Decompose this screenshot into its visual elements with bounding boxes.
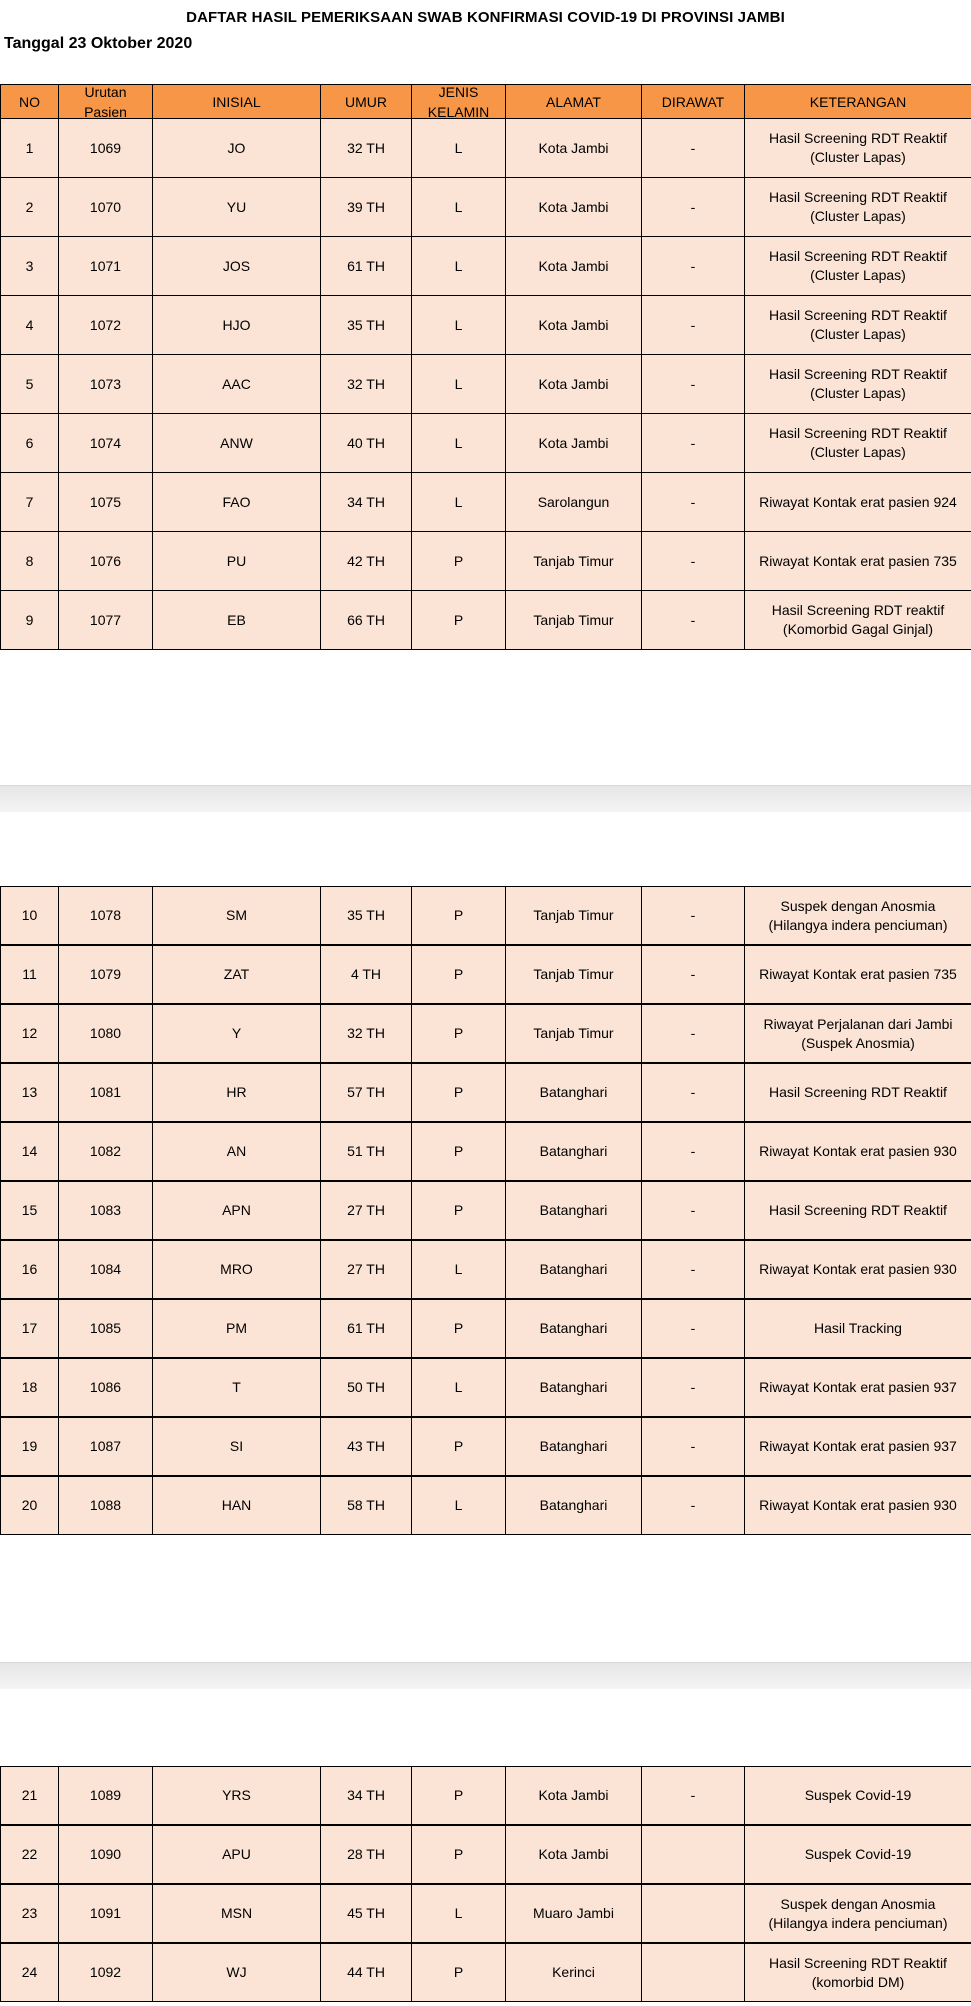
col-umur: 34 TH (321, 1766, 412, 1825)
col-keterangan: Suspek dengan Anosmia (Hilangya indera penciuman) (745, 1884, 971, 1943)
col-dirawat: - (642, 1299, 745, 1358)
col-urutan: 1072 (59, 296, 153, 355)
col-keterangan: Suspek dengan Anosmia (Hilangya indera penciuman) (745, 886, 971, 945)
col-no: 6 (1, 414, 59, 473)
col-no: 24 (1, 1943, 59, 2002)
col-jenis-kelamin: L (412, 119, 506, 178)
col-keterangan: Riwayat Kontak erat pasien 924 (745, 473, 971, 532)
col-no: 13 (1, 1063, 59, 1122)
col-jenis-kelamin: L (412, 414, 506, 473)
col-dirawat: - (642, 178, 745, 237)
col-urutan: 1069 (59, 119, 153, 178)
col-umur: 51 TH (321, 1122, 412, 1181)
col-alamat: Kota Jambi (506, 178, 642, 237)
col-dirawat: - (642, 1122, 745, 1181)
col-inisial: APU (153, 1825, 321, 1884)
col-inisial: HJO (153, 296, 321, 355)
col-dirawat: - (642, 414, 745, 473)
col-no: 9 (1, 591, 59, 650)
col-umur: 35 TH (321, 886, 412, 945)
col-jenis-kelamin: P (412, 1766, 506, 1825)
col-dirawat: - (642, 1476, 745, 1535)
col-no: 22 (1, 1825, 59, 1884)
col-jenis-kelamin: P (412, 1825, 506, 1884)
col-inisial: WJ (153, 1943, 321, 2002)
col-jenis-kelamin: P (412, 945, 506, 1004)
col-inisial: JOS (153, 237, 321, 296)
col-jenis-kelamin: P (412, 591, 506, 650)
col-dirawat: - (642, 1766, 745, 1825)
col-urutan: 1073 (59, 355, 153, 414)
col-jenis-kelamin: P (412, 1122, 506, 1181)
patient-table-page-3 (0, 1766, 971, 2002)
col-keterangan: Hasil Screening RDT Reaktif (Cluster Lapas) (745, 296, 971, 355)
col-inisial: FAO (153, 473, 321, 532)
col-inisial: PU (153, 532, 321, 591)
col-jenis-kelamin: L (412, 1358, 506, 1417)
col-no: 23 (1, 1884, 59, 1943)
col-urutan: 1079 (59, 945, 153, 1004)
col-inisial: EB (153, 591, 321, 650)
col-umur: 32 TH (321, 1004, 412, 1063)
col-alamat: Batanghari (506, 1299, 642, 1358)
col-urutan: 1089 (59, 1766, 153, 1825)
col-inisial: ZAT (153, 945, 321, 1004)
col-jenis-kelamin: P (412, 1181, 506, 1240)
col-inisial: JO (153, 119, 321, 178)
col-alamat: Tanjab Timur (506, 945, 642, 1004)
col-dirawat: - (642, 296, 745, 355)
col-no: 3 (1, 237, 59, 296)
col-no: 15 (1, 1181, 59, 1240)
col-jenis-kelamin: L (412, 1476, 506, 1535)
col-dirawat: - (642, 1417, 745, 1476)
col-jenis-kelamin: P (412, 1299, 506, 1358)
col-umur: 58 TH (321, 1476, 412, 1535)
col-umur: 44 TH (321, 1943, 412, 2002)
col-jenis-kelamin: P (412, 1417, 506, 1476)
col-dirawat (642, 1943, 745, 2002)
col-keterangan: Riwayat Kontak erat pasien 937 (745, 1358, 971, 1417)
col-alamat: Batanghari (506, 1417, 642, 1476)
header-no: NO (1, 84, 59, 119)
col-urutan: 1090 (59, 1825, 153, 1884)
col-umur: 43 TH (321, 1417, 412, 1476)
col-umur: 50 TH (321, 1358, 412, 1417)
col-alamat: Batanghari (506, 1476, 642, 1535)
col-no: 14 (1, 1122, 59, 1181)
col-urutan: 1092 (59, 1943, 153, 2002)
col-umur: 35 TH (321, 296, 412, 355)
col-inisial: ANW (153, 414, 321, 473)
page-separator (0, 1662, 971, 1689)
col-umur: 45 TH (321, 1884, 412, 1943)
header-dirawat: DIRAWAT (642, 84, 745, 119)
col-no: 7 (1, 473, 59, 532)
col-keterangan: Hasil Screening RDT reaktif (Komorbid Gagal Ginjal) (745, 591, 971, 650)
col-urutan: 1075 (59, 473, 153, 532)
col-no: 17 (1, 1299, 59, 1358)
col-umur: 61 TH (321, 237, 412, 296)
document-title: DAFTAR HASIL PEMERIKSAAN SWAB KONFIRMASI COVID-19 DI PROVINSI JAMBI (186, 9, 785, 26)
col-umur: 57 TH (321, 1063, 412, 1122)
col-no: 18 (1, 1358, 59, 1417)
col-alamat: Kota Jambi (506, 355, 642, 414)
col-keterangan: Riwayat Kontak erat pasien 937 (745, 1417, 971, 1476)
col-inisial: T (153, 1358, 321, 1417)
col-alamat: Kota Jambi (506, 414, 642, 473)
page-separator (0, 785, 971, 812)
header-alamat: ALAMAT (506, 84, 642, 119)
col-urutan: 1088 (59, 1476, 153, 1535)
header-jenis: JENIS KELAMIN (412, 84, 506, 119)
col-dirawat: - (642, 1063, 745, 1122)
col-alamat: Kota Jambi (506, 119, 642, 178)
col-jenis-kelamin: L (412, 178, 506, 237)
col-no: 4 (1, 296, 59, 355)
col-no: 21 (1, 1766, 59, 1825)
col-inisial: AAC (153, 355, 321, 414)
col-dirawat: - (642, 1004, 745, 1063)
header-urutan: Urutan Pasien (59, 84, 153, 119)
col-alamat: Batanghari (506, 1240, 642, 1299)
col-urutan: 1070 (59, 178, 153, 237)
header-umur: UMUR (321, 84, 412, 119)
col-jenis-kelamin: P (412, 886, 506, 945)
col-keterangan: Riwayat Kontak erat pasien 930 (745, 1240, 971, 1299)
col-alamat: Batanghari (506, 1122, 642, 1181)
col-dirawat: - (642, 1240, 745, 1299)
col-alamat: Sarolangun (506, 473, 642, 532)
col-keterangan: Hasil Screening RDT Reaktif (745, 1181, 971, 1240)
col-dirawat: - (642, 886, 745, 945)
col-jenis-kelamin: L (412, 296, 506, 355)
col-jenis-kelamin: L (412, 237, 506, 296)
col-keterangan: Riwayat Kontak erat pasien 930 (745, 1476, 971, 1535)
col-urutan: 1078 (59, 886, 153, 945)
col-umur: 40 TH (321, 414, 412, 473)
col-dirawat: - (642, 532, 745, 591)
col-umur: 32 TH (321, 355, 412, 414)
col-urutan: 1082 (59, 1122, 153, 1181)
col-alamat: Tanjab Timur (506, 886, 642, 945)
col-urutan: 1087 (59, 1417, 153, 1476)
col-no: 5 (1, 355, 59, 414)
col-urutan: 1081 (59, 1063, 153, 1122)
col-urutan: 1091 (59, 1884, 153, 1943)
col-alamat: Kota Jambi (506, 237, 642, 296)
document-date: Tanggal 23 Oktober 2020 (4, 35, 193, 52)
col-alamat: Muaro Jambi (506, 1884, 642, 1943)
col-alamat: Batanghari (506, 1358, 642, 1417)
col-jenis-kelamin: P (412, 532, 506, 591)
col-inisial: HR (153, 1063, 321, 1122)
patient-table-page-2 (0, 886, 971, 1535)
col-jenis-kelamin: P (412, 1063, 506, 1122)
col-alamat: Kota Jambi (506, 1825, 642, 1884)
col-dirawat: - (642, 119, 745, 178)
col-inisial: HAN (153, 1476, 321, 1535)
col-urutan: 1080 (59, 1004, 153, 1063)
col-dirawat: - (642, 1358, 745, 1417)
patient-table-page-1 (0, 84, 971, 650)
col-no: 8 (1, 532, 59, 591)
col-umur: 32 TH (321, 119, 412, 178)
col-keterangan: Riwayat Kontak erat pasien 735 (745, 532, 971, 591)
col-alamat: Kota Jambi (506, 1766, 642, 1825)
col-alamat: Batanghari (506, 1063, 642, 1122)
col-umur: 66 TH (321, 591, 412, 650)
col-no: 16 (1, 1240, 59, 1299)
col-inisial: YRS (153, 1766, 321, 1825)
col-jenis-kelamin: L (412, 1884, 506, 1943)
col-dirawat: - (642, 945, 745, 1004)
col-alamat: Tanjab Timur (506, 1004, 642, 1063)
col-alamat: Kota Jambi (506, 296, 642, 355)
col-dirawat: - (642, 355, 745, 414)
header-inisial: INISIAL (153, 84, 321, 119)
col-no: 20 (1, 1476, 59, 1535)
col-keterangan: Hasil Screening RDT Reaktif (745, 1063, 971, 1122)
col-urutan: 1074 (59, 414, 153, 473)
col-inisial: Y (153, 1004, 321, 1063)
col-keterangan: Riwayat Kontak erat pasien 930 (745, 1122, 971, 1181)
col-alamat: Kerinci (506, 1943, 642, 2002)
col-dirawat (642, 1884, 745, 1943)
col-alamat: Tanjab Timur (506, 591, 642, 650)
col-jenis-kelamin: P (412, 1004, 506, 1063)
col-dirawat: - (642, 237, 745, 296)
col-jenis-kelamin: P (412, 1943, 506, 2002)
col-no: 2 (1, 178, 59, 237)
col-umur: 27 TH (321, 1240, 412, 1299)
col-dirawat: - (642, 473, 745, 532)
col-umur: 28 TH (321, 1825, 412, 1884)
col-inisial: AN (153, 1122, 321, 1181)
col-keterangan: Hasil Screening RDT Reaktif (Cluster Lapas) (745, 414, 971, 473)
col-inisial: MRO (153, 1240, 321, 1299)
col-urutan: 1084 (59, 1240, 153, 1299)
col-no: 11 (1, 945, 59, 1004)
col-urutan: 1085 (59, 1299, 153, 1358)
col-keterangan: Riwayat Kontak erat pasien 735 (745, 945, 971, 1004)
col-jenis-kelamin: L (412, 473, 506, 532)
col-inisial: APN (153, 1181, 321, 1240)
col-keterangan: Suspek Covid-19 (745, 1766, 971, 1825)
col-dirawat (642, 1825, 745, 1884)
col-inisial: SM (153, 886, 321, 945)
col-no: 1 (1, 119, 59, 178)
col-jenis-kelamin: L (412, 355, 506, 414)
col-inisial: MSN (153, 1884, 321, 1943)
col-urutan: 1086 (59, 1358, 153, 1417)
col-umur: 4 TH (321, 945, 412, 1004)
col-urutan: 1077 (59, 591, 153, 650)
col-keterangan: Suspek Covid-19 (745, 1825, 971, 1884)
col-inisial: YU (153, 178, 321, 237)
col-urutan: 1071 (59, 237, 153, 296)
col-urutan: 1076 (59, 532, 153, 591)
col-umur: 27 TH (321, 1181, 412, 1240)
col-keterangan: Hasil Screening RDT Reaktif (Cluster Lapas) (745, 355, 971, 414)
col-umur: 61 TH (321, 1299, 412, 1358)
col-dirawat: - (642, 591, 745, 650)
col-no: 10 (1, 886, 59, 945)
col-alamat: Tanjab Timur (506, 532, 642, 591)
col-no: 12 (1, 1004, 59, 1063)
col-keterangan: Hasil Screening RDT Reaktif (Cluster Lapas) (745, 178, 971, 237)
col-keterangan: Riwayat Perjalanan dari Jambi (Suspek Anosmia) (745, 1004, 971, 1063)
col-keterangan: Hasil Screening RDT Reaktif (Cluster Lapas) (745, 237, 971, 296)
col-alamat: Batanghari (506, 1181, 642, 1240)
col-keterangan: Hasil Tracking (745, 1299, 971, 1358)
col-umur: 39 TH (321, 178, 412, 237)
col-urutan: 1083 (59, 1181, 153, 1240)
col-umur: 34 TH (321, 473, 412, 532)
col-keterangan: Hasil Screening RDT Reaktif (komorbid DM) (745, 1943, 971, 2002)
col-umur: 42 TH (321, 532, 412, 591)
col-jenis-kelamin: L (412, 1240, 506, 1299)
col-keterangan: Hasil Screening RDT Reaktif (Cluster Lapas) (745, 119, 971, 178)
col-inisial: SI (153, 1417, 321, 1476)
header-keterangan: KETERANGAN (745, 84, 971, 119)
col-dirawat: - (642, 1181, 745, 1240)
col-inisial: PM (153, 1299, 321, 1358)
col-no: 19 (1, 1417, 59, 1476)
